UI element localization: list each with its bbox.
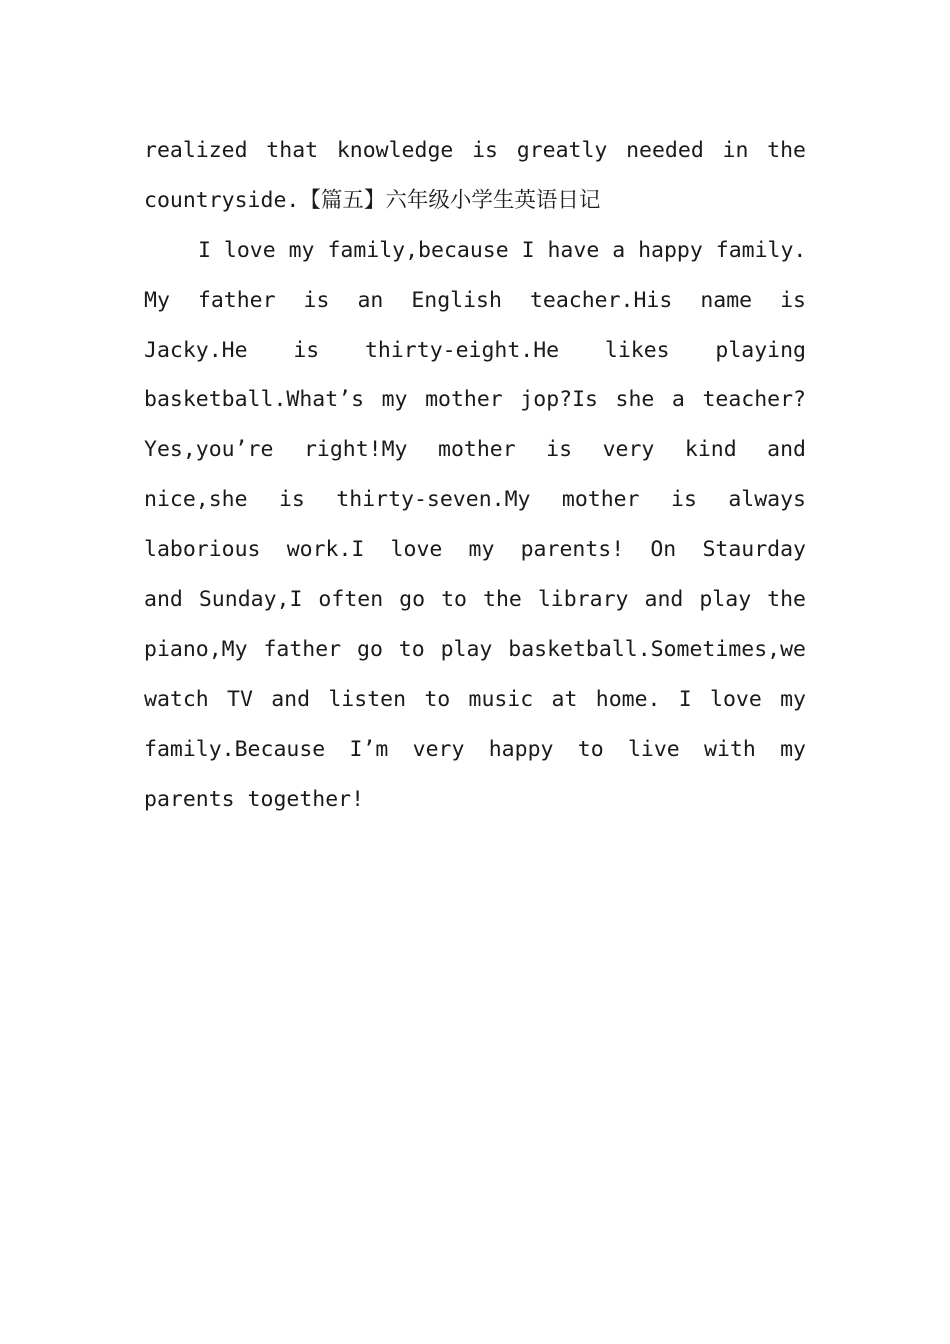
section-heading: 【篇五】六年级小学生英语日记 (299, 187, 601, 213)
text-line: watch TV and listen to music at home. I love my (144, 686, 806, 712)
body-text (144, 126, 806, 824)
text-line: laborious work.I love my parents! On Staurday (144, 537, 806, 563)
paragraph-first-line: I love my family,because I have a happy family. (198, 237, 807, 263)
text-line: family.Because I’m very happy to live with my (144, 736, 806, 762)
text-line: basketball.What’s my mother jop?Is she a teacher? (144, 387, 806, 413)
text-line: Jacky.He is thirty-eight.He likes playing (144, 337, 806, 363)
text-line: Yes,you’re right!My mother is very kind and (144, 437, 806, 463)
text-line: My father is an English teacher.His name is (144, 287, 806, 313)
text-line: realized that knowledge is greatly needed in the (144, 138, 806, 163)
text-line: piano,My father go to play basketball.Sometimes,we (144, 636, 806, 662)
text-line: and Sunday,I often go to the library and play the (144, 587, 806, 613)
text-line: nice,she is thirty-seven.My mother is always (144, 487, 806, 513)
text-line: parents together! (144, 786, 365, 812)
text-line (144, 176, 806, 226)
text-fragment: countryside. (144, 187, 300, 213)
